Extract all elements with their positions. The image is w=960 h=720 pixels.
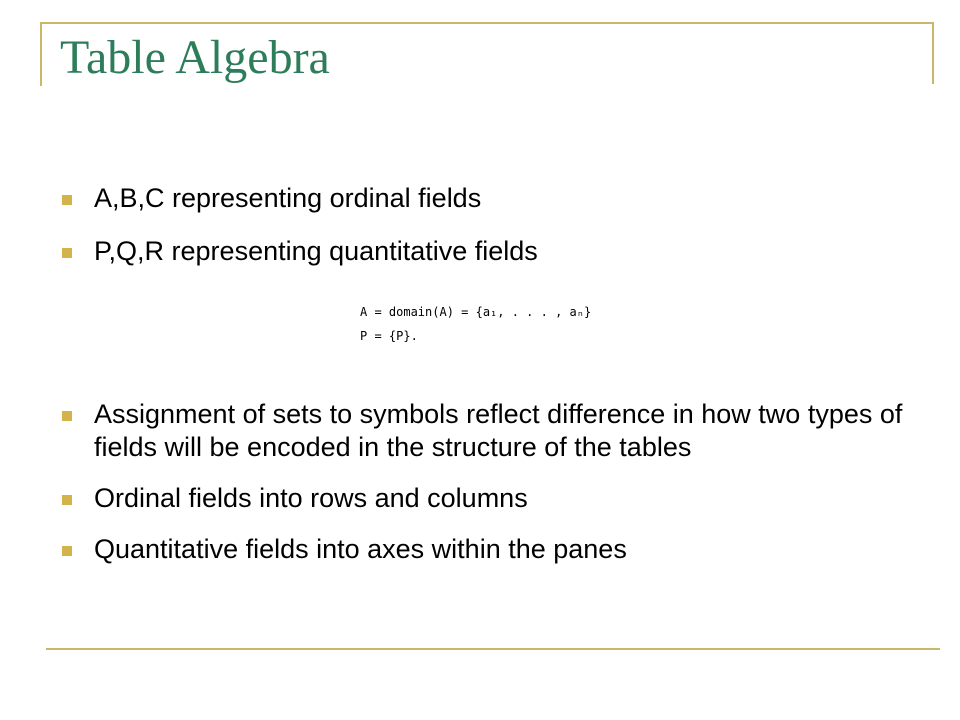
- bullet-item: [62, 182, 942, 215]
- left-rule: [40, 22, 42, 86]
- bullet-item: [62, 398, 942, 464]
- square-bullet-icon: [62, 248, 72, 258]
- right-rule: [932, 22, 934, 84]
- square-bullet-icon: [62, 495, 72, 505]
- square-bullet-icon: [62, 411, 72, 421]
- top-rule: [40, 22, 934, 24]
- formula-line: A = domain(A) = {a₁, . . . , aₙ}: [360, 305, 592, 319]
- bullet-text: P,Q,R representing quantitative fields: [94, 236, 538, 266]
- bullet-text: Ordinal fields into rows and columns: [94, 483, 528, 513]
- bullet-text: Quantitative fields into axes within the panes: [94, 534, 627, 564]
- bullet-text: Assignment of sets to symbols reflect difference in how two types of fields will be encoded in the structure of the tables: [94, 399, 903, 462]
- formula-line: P = {P}.: [360, 329, 418, 343]
- bullet-list-bottom: [62, 398, 942, 584]
- square-bullet-icon: [62, 546, 72, 556]
- slide-title: Table Algebra: [60, 31, 330, 84]
- formula-block: [360, 300, 591, 348]
- bullet-item: [62, 533, 942, 566]
- bullet-item: [62, 235, 942, 268]
- bullet-list-top: [62, 182, 942, 268]
- bullet-item: [62, 482, 942, 515]
- bullet-text: A,B,C representing ordinal fields: [94, 183, 482, 213]
- square-bullet-icon: [62, 195, 72, 205]
- bottom-rule: [46, 648, 940, 650]
